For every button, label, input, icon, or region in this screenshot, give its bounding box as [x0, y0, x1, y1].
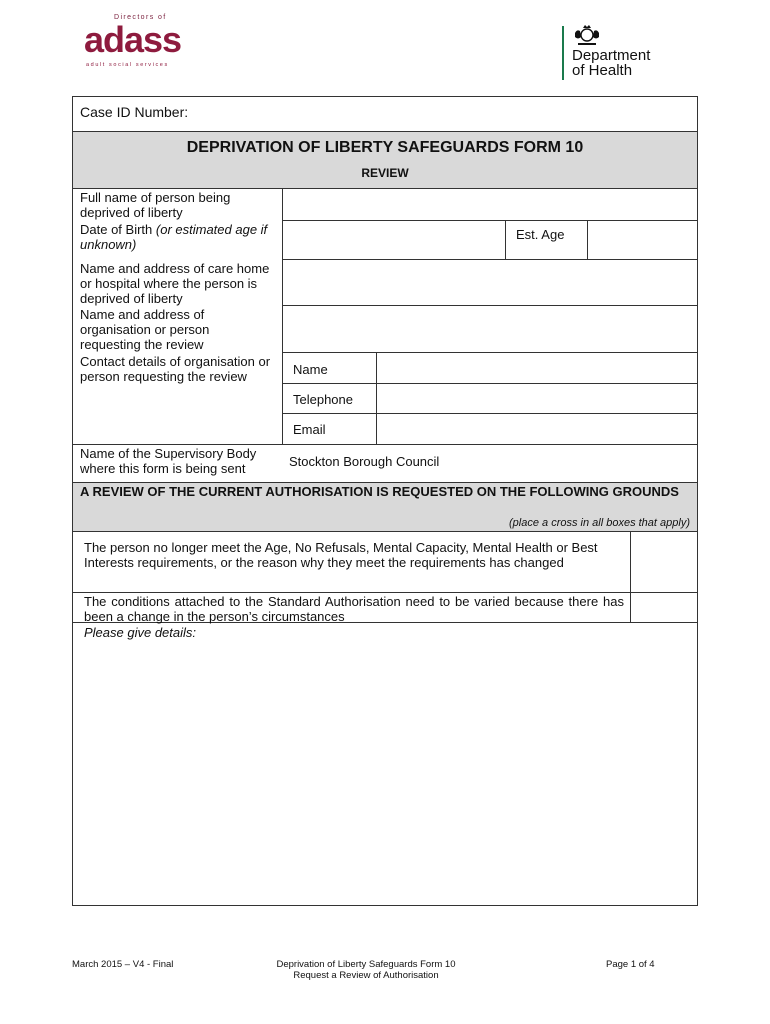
form-subtitle: REVIEW: [361, 166, 409, 180]
dob-label-text: Date of Birth: [80, 222, 153, 237]
department-line-1: Department: [572, 47, 651, 64]
contact-name-field[interactable]: [377, 353, 697, 383]
row-line: [72, 444, 698, 445]
adass-logo-wordmark: adass: [84, 19, 182, 60]
footer-title-line-1: Deprivation of Liberty Safeguards Form 10: [276, 959, 456, 970]
adass-logo-top-text: Directors of: [114, 14, 167, 21]
contact-telephone-field[interactable]: [377, 384, 697, 413]
est-age-field[interactable]: [588, 221, 697, 259]
details-field[interactable]: [73, 642, 697, 904]
details-label: Please give details:: [84, 625, 197, 640]
est-age-divider: [505, 220, 506, 259]
footer-page-number: Page 1 of 4: [606, 959, 655, 970]
dob-label: [80, 222, 278, 252]
ground-1-text: The person no longer meet the Age, No Refusals, Mental Capacity, Mental Health or Best Interests requirements, or the reason why they meet the requirements has changed: [84, 540, 598, 570]
organisation-field[interactable]: [283, 306, 697, 352]
form-title: DEPRIVATION OF LIBERTY SAFEGUARDS FORM 10: [186, 139, 584, 156]
contact-name-label: Name: [293, 362, 328, 377]
full-name-label: Full name of person being deprived of liberty: [80, 190, 231, 220]
care-home-label: Name and address of care home or hospital where the person is deprived of liberty: [80, 261, 270, 306]
case-id-label: Case ID Number:: [80, 104, 189, 120]
dob-label-italic: (or estimated age if unknown): [80, 222, 268, 252]
supervisory-body-value: Stockton Borough Council: [289, 454, 440, 469]
ground-1-checkbox[interactable]: [631, 532, 697, 592]
grounds-note: (place a cross in all boxes that apply): [509, 517, 690, 529]
contact-email-label: Email: [293, 422, 326, 437]
adass-logo-subtext: adult social services: [86, 62, 169, 68]
footer-title-line-2: Request a Review of Authorisation: [293, 970, 439, 981]
ground-2-checkbox[interactable]: [631, 593, 697, 622]
footer-title: [236, 959, 496, 981]
supervisory-body-label: Name of the Supervisory Body where this form is being sent: [80, 446, 257, 476]
footer-version: March 2015 – V4 - Final: [72, 959, 174, 970]
dob-field[interactable]: [283, 221, 505, 259]
ground-2-text: The conditions attached to the Standard Authorisation need to be varied because there has been a change in the person’s circumstances: [84, 594, 624, 624]
full-name-field[interactable]: [283, 189, 697, 220]
contact-telephone-label: Telephone: [293, 392, 353, 407]
care-home-field[interactable]: [283, 260, 697, 305]
department-name: [572, 48, 650, 78]
royal-crest-icon: [572, 24, 602, 46]
organisation-label: Name and address of organisation or person requesting the review: [80, 307, 210, 352]
adass-logo: [84, 14, 184, 70]
contact-details-label: Contact details of organisation or person requesting the review: [80, 354, 271, 384]
grounds-heading: A REVIEW OF THE CURRENT AUTHORISATION IS REQUESTED ON THE FOLLOWING GROUNDS: [80, 484, 679, 499]
logo-green-bar: [562, 26, 564, 80]
est-age-label: Est. Age: [516, 227, 565, 242]
department-of-health-logo: [562, 24, 692, 80]
department-line-2: of Health: [572, 62, 633, 79]
row-line: [72, 592, 698, 593]
contact-email-field[interactable]: [377, 414, 697, 444]
